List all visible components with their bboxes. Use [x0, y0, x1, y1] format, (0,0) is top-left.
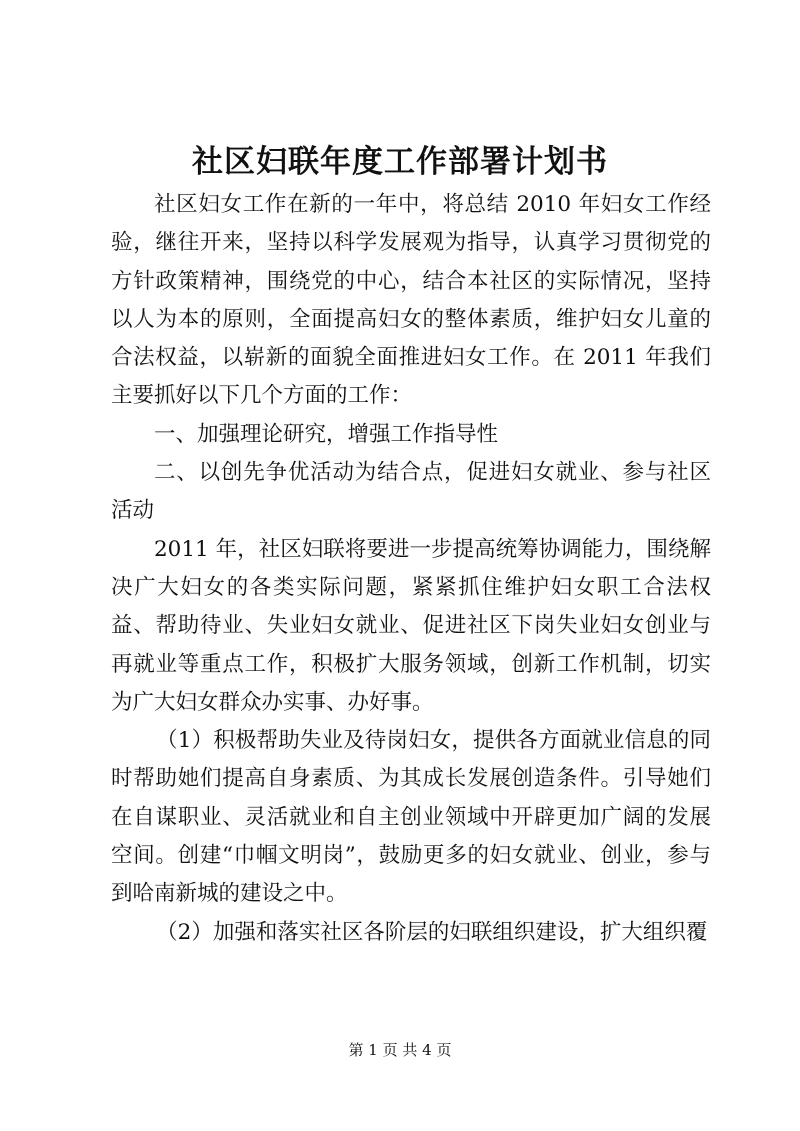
intro-paragraph: 社区妇女工作在新的一年中，将总结 2010 年妇女工作经验，继往开来，坚持以科学发展观为指导，认真学习贯彻党的方针政策精神，围绕党的中心，结合本社区的实际情况，坚持以人为本的原则，全面提高妇女的整体素质，维护妇女儿童的合法权益，以崭新的面貌全面推进妇女工作。在 2011 年我们主要抓好以下几个方面的工作：	[111, 192, 711, 409]
list-item-1: （1）积极帮助失业及待岗妇女，提供各方面就业信息的同时帮助她们提高自身素质、为其成长发展创造条件。引导她们在自谋职业、灵活就业和自主创业领域中开辟更加广阔的发展空间。创建“巾帼文明岗”，鼓励更多的妇女就业、创业，参与到哈南新城的建设之中。	[111, 728, 711, 907]
section-heading-1: 一、加强理论研究，增强工作指导性	[154, 421, 499, 447]
body-paragraph: 2011 年，社区妇联将要进一步提高统筹协调能力，围绕解决广大妇女的各类实际问题，紧紧抓住维护妇女职工合法权益、帮助待业、失业妇女就业、促进社区下岗失业妇女创业与再就业等重点工作，积极扩大服务领域，创新工作机制，切实为广大妇女群众办实事、办好事。	[111, 536, 711, 715]
page-footer: 第 1 页 共 4 页	[348, 1041, 452, 1059]
document-body	[111, 186, 711, 952]
list-item-2: （2）加强和落实社区各阶层的妇联组织建设，扩大组织覆	[156, 919, 708, 945]
section-heading-2: 二、以创先争优活动为结合点，促进妇女就业、参与社区活动	[111, 460, 711, 524]
document-title: 社区妇联年度工作部署计划书	[192, 144, 608, 180]
